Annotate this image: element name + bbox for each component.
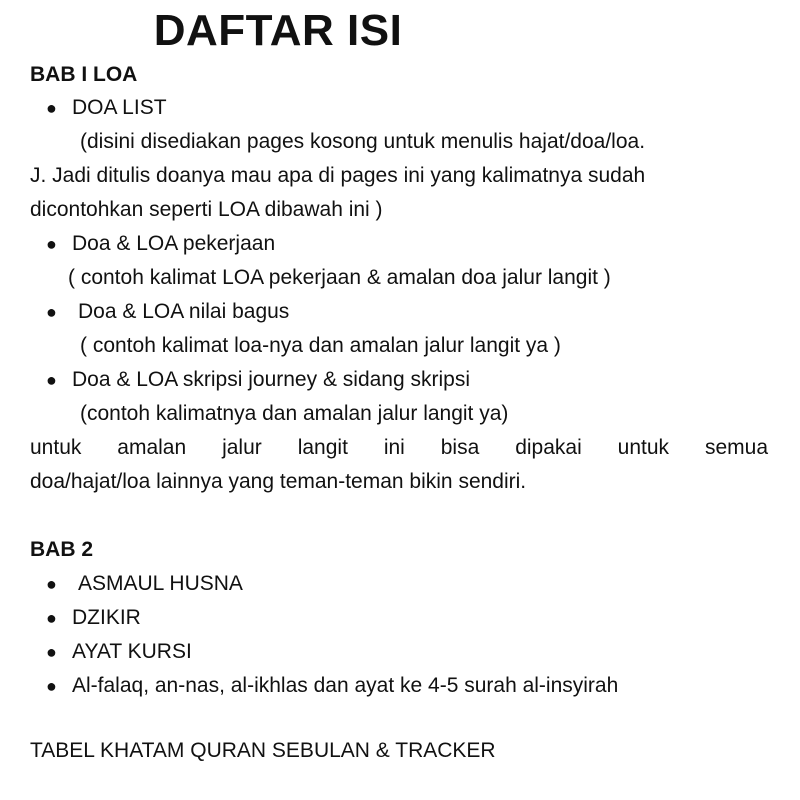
bab1-item1-desc-line2: J. Jadi ditulis doanya mau apa di pages ini yang kalimatnya sudah xyxy=(30,164,646,187)
bullet-icon: ● xyxy=(46,302,57,322)
bullet-icon: ● xyxy=(46,676,57,696)
bab2-item-asmaul-husna: ASMAUL HUSNA xyxy=(78,572,243,595)
bab1-item1-label: DOA LIST xyxy=(72,96,167,119)
bab1-item2-desc: ( contoh kalimat LOA pekerjaan & amalan doa jalur langit ) xyxy=(68,266,611,289)
bab2-item-dzikir: DZIKIR xyxy=(72,606,141,629)
bab1-note-line2: doa/hajat/loa lainnya yang teman-teman bikin sendiri. xyxy=(30,470,527,493)
bab1-item4-label: Doa & LOA skripsi journey & sidang skripsi xyxy=(72,368,471,391)
bullet-icon: ● xyxy=(46,642,57,662)
bab1-heading: BAB I LOA xyxy=(30,63,138,86)
bullet-icon: ● xyxy=(46,98,57,118)
bab2-item-ayat-kursi: AYAT KURSI xyxy=(72,640,192,663)
bab1-item3-desc: ( contoh kalimat loa-nya dan amalan jalur langit ya ) xyxy=(80,334,561,357)
bab1-item1-desc-line1: (disini disediakan pages kosong untuk menulis hajat/doa/loa. xyxy=(80,130,646,153)
footer-tabel-khatam: TABEL KHATAM QURAN SEBULAN & TRACKER xyxy=(30,739,496,762)
bab1-item3-label: Doa & LOA nilai bagus xyxy=(78,300,290,323)
bab1-item1-desc-line3: dicontohkan seperti LOA dibawah ini ) xyxy=(30,198,383,221)
bab2-heading: BAB 2 xyxy=(30,538,94,561)
bab1-item2-label: Doa & LOA pekerjaan xyxy=(72,232,276,255)
bullet-icon: ● xyxy=(46,608,57,628)
bab1-note-line1: untuk amalan jalur langit ini bisa dipakai untuk semua xyxy=(30,436,768,459)
bullet-icon: ● xyxy=(46,234,57,254)
bullet-icon: ● xyxy=(46,370,57,390)
bullet-icon: ● xyxy=(46,574,57,594)
page-title: DAFTAR ISI xyxy=(153,6,403,55)
bab1-item4-desc: (contoh kalimatnya dan amalan jalur langit ya) xyxy=(80,402,509,425)
bab2-item-surah: Al-falaq, an-nas, al-ikhlas dan ayat ke 4-5 surah al-insyirah xyxy=(72,674,619,697)
